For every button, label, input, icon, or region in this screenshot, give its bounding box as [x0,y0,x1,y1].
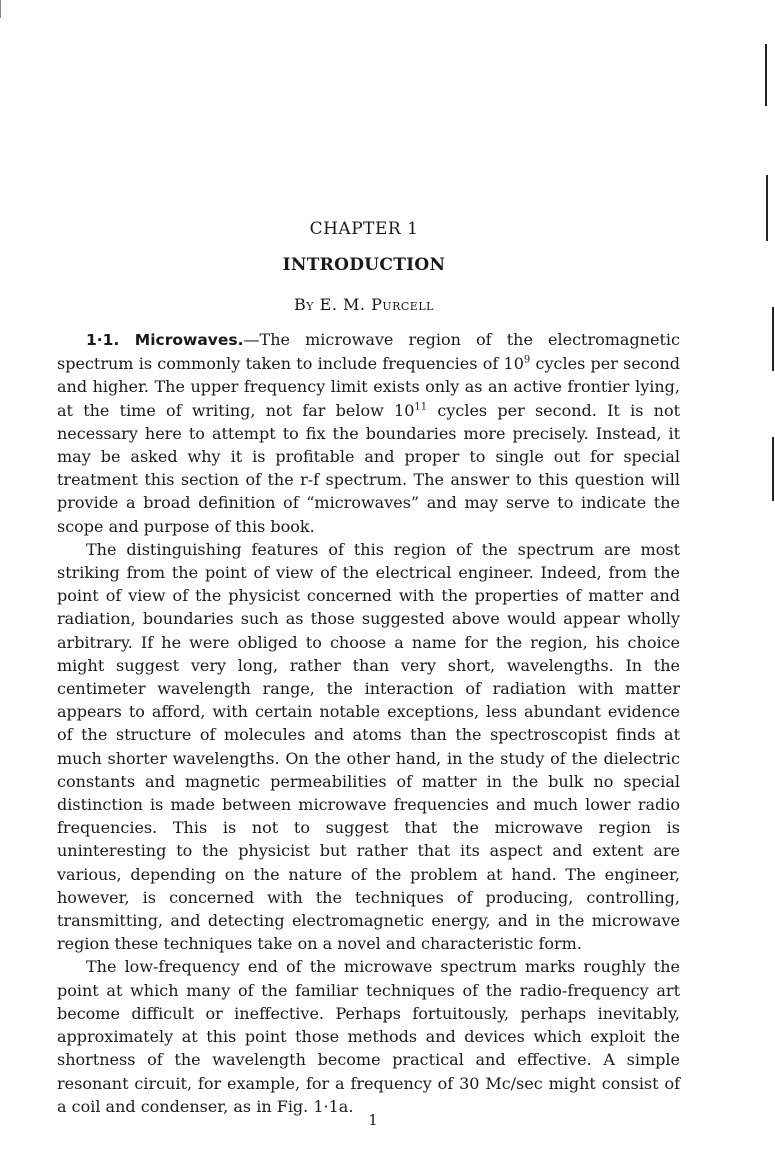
byline-author: E. M. Purcell [319,295,434,314]
paragraph-2: The distinguishing features of this region of the spectrum are most striking from the point of view of the electrical engineer. Indeed, from the point of view of the physicist concerned with the properties of matter and radiation, boundaries such as those suggested above would appear wholly arbitrary. If he were obliged to choose a name for the region, his choice might suggest very long, rather than very short, wavelengths. In the centimeter wavelength range, the interaction of radiation with matter appears to afford, with certain notable exceptions, less abundant evidence of the structure of molecules and atoms than the spectroscopist finds at much shorter wavelengths. On the other hand, in the study of the dielectric constants and magnetic permeabilities of matter in the bulk no special distinction is made between microwave frequencies and much lower radio frequencies. This is not to suggest that the microwave region is uninteresting to the physicist but rather that its aspect and extent are various, depending on the nature of the problem at hand. The engineer, however, is concerned with the techniques of producing, controlling, transmitting, and detecting electromagnetic energy, and in the microwave region these techniques take on a novel and characteristic form. [57,539,680,954]
byline [0,295,728,314]
scan-mark-5 [0,0,1,18]
section-heading: 1·1. Microwaves. [86,331,244,349]
paragraph-1-run-2: cycles per second and higher. The upper frequency limit exists only as an active frontier lying, at the time of writing, not far below 10 [57,354,680,420]
paragraph-1-run-3: cycles per second. It is not necessary here to attempt to fix the boundaries more precisely. Instead, it may be asked why it is profitable and proper to single out for special treatment this section of the r-f spectrum. The answer to this question will provide a broad definition of “microwaves” and may serve to indicate the scope and purpose of this book. [57,400,681,536]
page-number: 1 [368,1111,378,1129]
paragraph-1-sup-2: 11 [414,401,428,413]
scan-mark-3 [772,307,774,371]
scan-mark-4 [772,437,774,501]
body-text [57,328,680,1118]
byline-prefix: By [294,295,320,314]
paragraph-1-run-1: —The microwave region of the electromagnetic spectrum is commonly taken to include frequencies of 10 [57,330,680,374]
chapter-label: CHAPTER 1 [309,219,419,239]
paragraph-3: The low-frequency end of the microwave spectrum marks roughly the point at which many of the familiar techniques of the radio-frequency art become difficult or ineffective. Perhaps fortuitously, perhaps inevitably, approximately at this point those methods and devices which exploit the shortness of the wavelength become practical and effective. A simple resonant circuit, for example, for a frequency of 30 Mc/sec might consist of a coil and condenser, as in Fig. 1·1a. [57,957,680,1116]
paragraph-1-sup-1: 9 [523,354,531,366]
paragraph-1 [57,328,680,538]
chapter-title: INTRODUCTION [282,255,446,275]
scan-mark-1 [765,44,767,106]
scan-mark-2 [766,175,768,241]
